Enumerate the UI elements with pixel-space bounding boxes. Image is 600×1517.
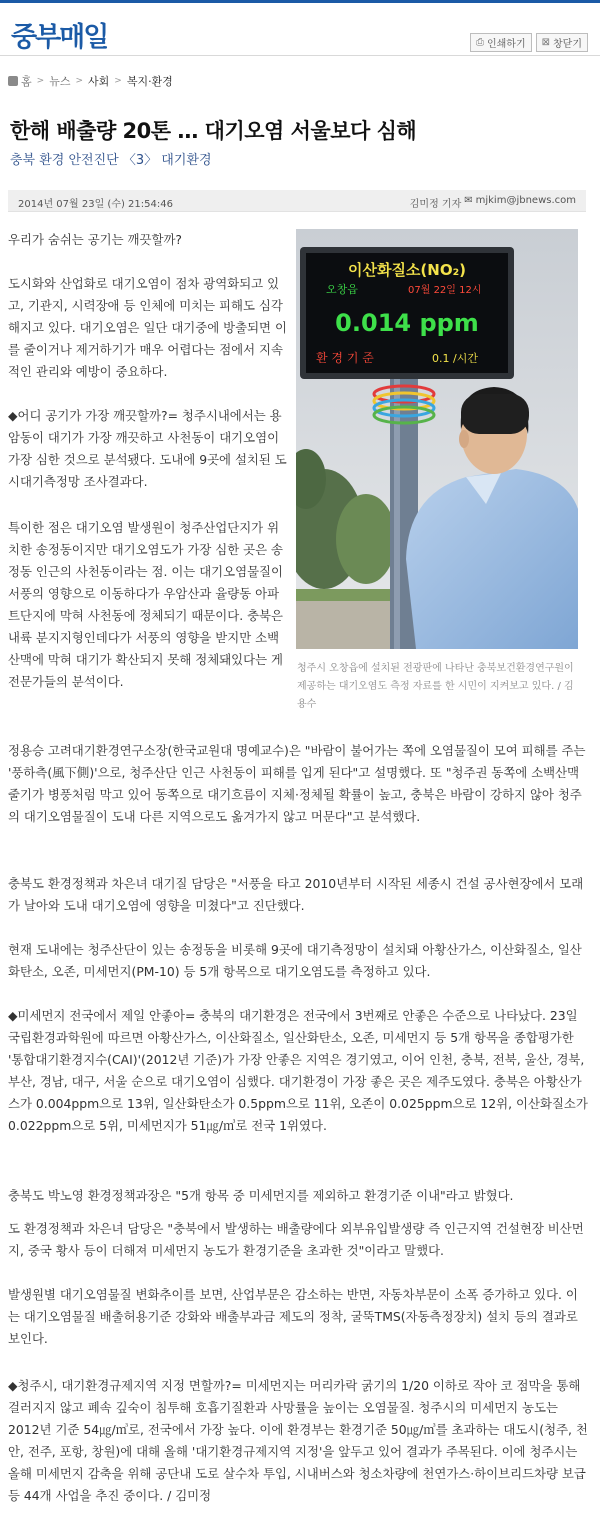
article-photo bbox=[296, 229, 578, 649]
board-standard-value: 0.1 /시간 bbox=[432, 352, 478, 365]
breadcrumb-news[interactable]: 뉴스 bbox=[49, 75, 71, 88]
breadcrumb-home[interactable]: 홈 bbox=[21, 75, 32, 88]
photo-scene bbox=[296, 229, 578, 649]
article-paragraph: ◆미세먼지 전국에서 제일 안좋아= 충북의 대기환경은 전국에서 3번째로 안좋은 수준으로 나타났다. 23일 국립환경과학원에 따르면 아황산가스, 이산화질소, 일산화탄소, 오존, 미세먼지 등 5개 항목을 종합평가한 '통합대기환경지수(CAI)'(2012년 기준)가 가장 안좋은 지역은 경기였고, 이어 인천, 충북, 전북, 울산, 경북, 부산, 경남, 대구, 서울 순으로 대기오염이 심했다. 대기환경이 가장 좋은 곳은 제주도였다. 충북은 아황산가스가 0.004ppm으로 13위, 일산화탄소가 0.5ppm으로 11위, 오존이 0.025ppm으로 12위, 이산화질소가 0.022ppm으로 5위, 미세먼지가 51㎍/㎥로 전국 1위였다. bbox=[8, 1008, 588, 1133]
article-paragraph: ◆어디 공기가 가장 깨끗할까?= 청주시내에서는 용암동이 대기가 가장 깨끗하고 사천동이 대기오염이 가장 심한 것으로 분석됐다. 도내에 9곳에 설치된 도시대기측정망 조사결과다. bbox=[8, 408, 287, 489]
printer-icon: ⎙ bbox=[475, 37, 484, 48]
close-window-button[interactable] bbox=[536, 33, 588, 52]
article-meta-bar bbox=[8, 190, 586, 212]
breadcrumb bbox=[8, 73, 173, 89]
home-icon bbox=[8, 76, 18, 86]
breadcrumb-separator: > bbox=[36, 76, 45, 86]
article-paragraph: 정용승 고려대기환경연구소장(한국교원대 명예교수)은 "바람이 불어가는 쪽에 오염물질이 모여 피해를 주는 '풍하측(風下側)'으로, 청주산단 인근 사천동이 피해를 입게 된다"고 설명했다. 또 "청주권 동쪽에 소백산맥 줄기가 병풍처럼 막고 있어 동쪽으로 대기흐름이 지체·정체될 확률이 높고, 충북은 바람이 강하지 않아 청주의 대기오염물질이 도내 다른 지역으로도 옮겨가지 않고 머문다"고 분석했다. bbox=[8, 743, 586, 824]
author-name: 김미정 기자 bbox=[409, 199, 462, 210]
board-value: 0.014 ppm bbox=[335, 309, 479, 337]
article-paragraph: ◆청주시, 대기환경규제지역 지정 면할까?= 미세먼지는 머리카락 굵기의 1/20 이하로 작아 코 점막을 통해 걸러지지 않고 폐속 깊숙이 침투해 호흡기질환과 사망률을 높이는 오염물질. 청주시의 미세먼지 농도는 2012년 기준 54㎍/㎥로, 전국에서 가장 높다. 이에 환경부는 환경기준 50㎍/㎥를 초과하는 대도시(청주, 천안, 전주, 포항, 창원)에 대해 올해 '대기환경규제지역 지정'을 앞두고 있어 결과가 주목된다. 이에 청주시는 올해 미세먼지 감축을 위해 공단내 도로 살수차 투입, 시내버스와 청소차량에 천연가스·하이브리드차량 보급 등 44개 사업을 추진 중이다. / 김미정 bbox=[8, 1378, 588, 1503]
article-byline bbox=[410, 195, 576, 210]
article-paragraph: 충북도 환경정책과 차은녀 대기질 담당은 "서풍을 타고 2010년부터 시작된 세종시 건설 공사현장에서 모래가 날아와 도내 대기오염에 영향을 미쳤다"고 진단했다. bbox=[8, 876, 584, 913]
article-paragraph: 충북도 박노영 환경정책과장은 "5개 항목 중 미세먼지를 제외하고 환경기준 이내"라고 밝혔다. bbox=[8, 1188, 514, 1203]
site-logo[interactable]: 중부매일 bbox=[11, 22, 108, 53]
article-paragraph: 도시화와 산업화로 대기오염이 점차 광역화되고 있고, 기관지, 시력장애 등 인체에 미치는 피해도 심각해지고 있다. 대기오염은 일단 대기중에 방출되면 이를 줄이거나 제거하기가 매우 어렵다는 점에서 지속적인 관리와 예방이 중요하다. bbox=[8, 276, 287, 379]
close-icon: ⊠ bbox=[541, 37, 551, 48]
board-location: 오창읍 bbox=[326, 283, 358, 296]
author-email[interactable]: mjkim@jbnews.com bbox=[475, 195, 576, 206]
breadcrumb-separator: > bbox=[114, 76, 122, 86]
article-paragraph: 우리가 숨쉬는 공기는 깨끗할까? bbox=[8, 232, 182, 247]
article-paragraph: 발생원별 대기오염물질 변화추이를 보면, 산업부문은 감소하는 반면, 자동차부문이 소폭 증가하고 있다. 이는 대기오염물질 배출허용기준 강화와 배출부과금 제도의 정착, 굴뚝TMS(자동측정장치) 설치 등의 결과로 보인다. bbox=[8, 1287, 578, 1346]
print-button[interactable] bbox=[470, 33, 532, 52]
breadcrumb-welfare-environment[interactable]: 복지·환경 bbox=[126, 75, 173, 88]
top-bar bbox=[0, 0, 600, 56]
breadcrumb-society[interactable]: 사회 bbox=[88, 75, 110, 88]
close-label: 창닫기 bbox=[553, 39, 582, 50]
mail-icon: ✉ bbox=[464, 195, 473, 206]
breadcrumb-separator: > bbox=[75, 76, 83, 86]
article-date: 2014년 07월 23일 (수) 21:54:46 bbox=[18, 199, 173, 210]
article-paragraph: 도 환경정책과 차은녀 담당은 "충북에서 발생하는 배출량에다 외부유입발생량 즉 인근지역 건설현장 비산먼지, 중국 황사 등이 더해져 미세먼지 농도가 환경기준을 초과한 것"이라고 말했다. bbox=[8, 1221, 584, 1258]
article-headline: 한해 배출량 20톤 … 대기오염 서울보다 심해 bbox=[10, 119, 417, 143]
board-date: 07월 22일 12시 bbox=[408, 285, 482, 296]
board-title: 이산화질소(NO₂) bbox=[347, 261, 467, 279]
photo-caption: 청주시 오창읍에 설치된 전광판에 나타난 충북보건환경연구원이 제공하는 대기오염도 측정 자료를 한 시민이 지켜보고 있다. / 김용수 bbox=[297, 663, 574, 710]
toolbar bbox=[470, 33, 588, 52]
article-subheadline: 충북 환경 안전진단 〈3〉 대기환경 bbox=[10, 153, 212, 168]
article-paragraph: 현재 도내에는 청주산단이 있는 송정동을 비롯해 9곳에 대기측정망이 설치돼 아황산가스, 이산화질소, 일산화탄소, 오존, 미세먼지(PM-10) 등 5개 항목으로 대기오염도를 측정하고 있다. bbox=[8, 942, 582, 979]
print-label: 인쇄하기 bbox=[486, 39, 526, 50]
board-standard-label: 환 경 기 준 bbox=[316, 351, 374, 365]
article-paragraph: 특이한 점은 대기오염 발생원이 청주산업단지가 위치한 송정동이지만 대기오염도가 가장 심한 곳은 송정동 인근의 사천동이라는 점. 이는 대기오염물질이 서풍의 영향으로 이동하다가 우암산과 율량동 아파트단지에 막혀 사천동에 정체되기 때문이다. 충북은 내륙 분지지형인데다가 서풍의 영향을 받지만 소백산맥에 막혀 대기가 확산되지 못해 정체돼있다는 게 전문가들의 분석이다. bbox=[8, 520, 283, 689]
